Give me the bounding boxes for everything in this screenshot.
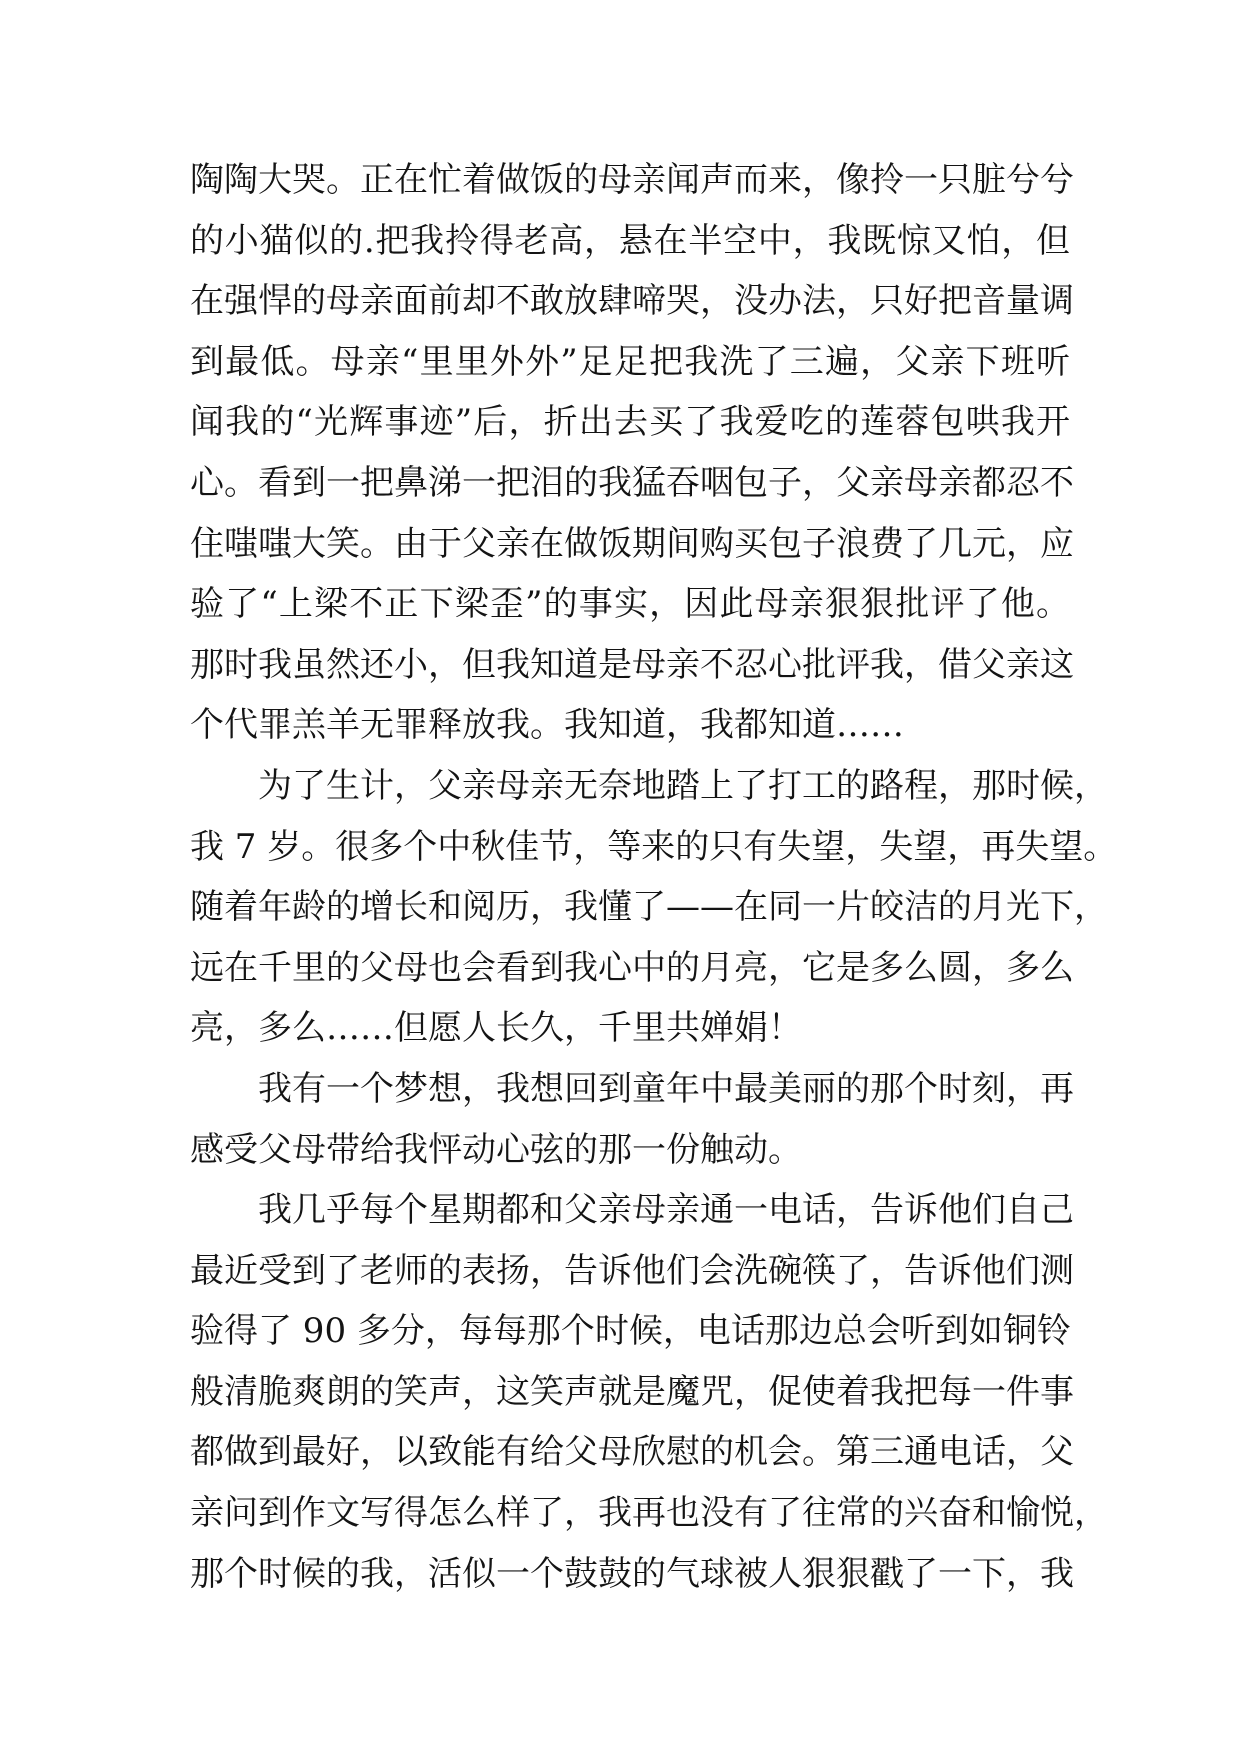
text-line: 感受父母带给我怦动心弦的那一份触动。 — [190, 1129, 802, 1170]
text-line: 那个时候的我，活似一个鼓鼓的气球被人狠狠戳了一下，我 — [190, 1553, 1074, 1594]
text-line: 到最低。母亲“里里外外”足足把我洗了三遍，父亲下班听 — [190, 341, 1070, 382]
text-line: 都做到最好，以致能有给父母欣慰的机会。第三通电话，父 — [190, 1432, 1074, 1473]
text-line: 最近受到了老师的表扬，告诉他们会洗碗筷了，告诉他们测 — [190, 1250, 1074, 1291]
text-line: 验了“上梁不正下梁歪”的事实，因此母亲狠狠批评了他。 — [190, 584, 1070, 625]
paragraph-first-line: 我几乎每个星期都和父亲母亲通一电话，告诉他们自己 — [258, 1190, 1074, 1231]
text-line: 亮，多么……但愿人长久，千里共婵娟！ — [190, 1008, 802, 1049]
text-line: 陶陶大哭。正在忙着做饭的母亲闻声而来，像拎一只脏兮兮 — [190, 160, 1074, 200]
text-line: 个代罪羔羊无罪释放我。我知道，我都知道…… — [190, 705, 904, 746]
text-line: 随着年龄的增长和阅历，我懂了——在同一片皎洁的月光下， — [190, 887, 1108, 928]
text-line: 亲问到作文写得怎么样了，我再也没有了往常的兴奋和愉悦， — [190, 1493, 1108, 1534]
text-line: 验得了 90 多分，每每那个时候，电话那边总会听到如铜铃 — [190, 1311, 1071, 1352]
paragraph-first-line: 为了生计，父亲母亲无奈地踏上了打工的路程，那时候， — [258, 765, 1108, 806]
paragraph-first-line: 我有一个梦想，我想回到童年中最美丽的那个时刻，再 — [258, 1068, 1074, 1109]
text-line: 住嗤嗤大笑。由于父亲在做饭期间购买包子浪费了几元，应 — [190, 523, 1074, 564]
text-line: 在强悍的母亲面前却不敢放肆啼哭，没办法，只好把音量调 — [190, 281, 1074, 322]
text-line: 的小猫似的.把我拎得老高，悬在半空中，我既惊又怕，但 — [190, 220, 1070, 261]
text-line: 心。看到一把鼻涕一把泪的我猛吞咽包子，父亲母亲都忍不 — [190, 462, 1074, 503]
text-line: 那时我虽然还小，但我知道是母亲不忍心批评我，借父亲这 — [190, 644, 1074, 685]
text-line: 闻我的“光辉事迹”后，折出去买了我爱吃的莲蓉包哄我开 — [190, 402, 1070, 443]
essay-body — [190, 150, 1118, 1604]
text-line: 远在千里的父母也会看到我心中的月亮，它是多么圆，多么 — [190, 947, 1074, 988]
text-line: 般清脆爽朗的笑声，这笑声就是魔咒，促使着我把每一件事 — [190, 1371, 1074, 1412]
text-line: 我 7 岁。很多个中秋佳节，等来的只有失望，失望，再失望。 — [190, 826, 1118, 867]
